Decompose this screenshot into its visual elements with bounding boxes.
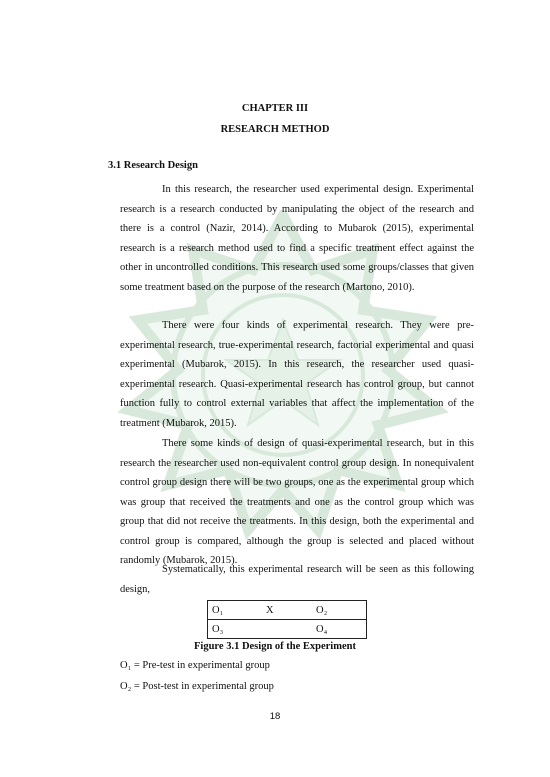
legend-item: O₂ = Post-test in experimental group — [120, 681, 274, 692]
posttest-control-symbol: O₄ — [316, 623, 328, 635]
paragraph-2: There were four kinds of experimental research. They were pre-experimental research, true-experimental research, factorial experimental and quasi experimental (Mubarok, 2015). In this research, the researcher used quasi-experimental research. Quasi-experimental research has control group, but cannot function fully to control external variables that affect the implementation of the treatment (Mubarok, 2015). — [120, 320, 474, 429]
table-cell — [208, 601, 367, 620]
posttest-experimental-symbol: O₂ — [316, 604, 328, 616]
table-row — [208, 620, 367, 639]
treatment-symbol: X — [266, 604, 274, 616]
pretest-experimental-symbol: O₁ — [212, 604, 224, 616]
section-heading: 3.1 Research Design — [108, 160, 198, 171]
table-row — [208, 601, 367, 620]
figure-caption: Figure 3.1 Design of the Experiment — [194, 641, 356, 652]
chapter-number: CHAPTER III — [241, 103, 309, 114]
experiment-design-table — [207, 600, 367, 639]
paragraph-1: In this research, the researcher used experimental design. Experimental research is a research conducted by manipulating the object of the research and there is a control (Nazir, 2014). According to Mubarok (2015), experimental research is a research method used to find a specific treatment effect against the other in uncontrolled conditions. This research used some groups/classes that given some treatment based on the purpose of the research (Martono, 2010). — [120, 184, 474, 293]
table-cell — [208, 620, 367, 639]
legend-item: O₁ = Pre-test in experimental group — [120, 660, 270, 671]
pretest-control-symbol: O₃ — [212, 623, 224, 635]
paragraph-3: There some kinds of design of quasi-experimental research, but in this research the researcher used non-equivalent control group design. In nonequivalent control group design there will be two groups, one as the experimental group which was group that received the treatments and one as the control group which was group that did not receive the treatments. In this design, both the experimental and control group is compared, although the group is selected and placed without randomly (Mubarok, 2015). — [120, 438, 474, 566]
paragraph-4: Systematically, this experimental research will be seen as this following design, — [120, 564, 474, 595]
page-number: 18 — [269, 711, 281, 722]
chapter-title: RESEARCH METHOD — [220, 124, 330, 135]
